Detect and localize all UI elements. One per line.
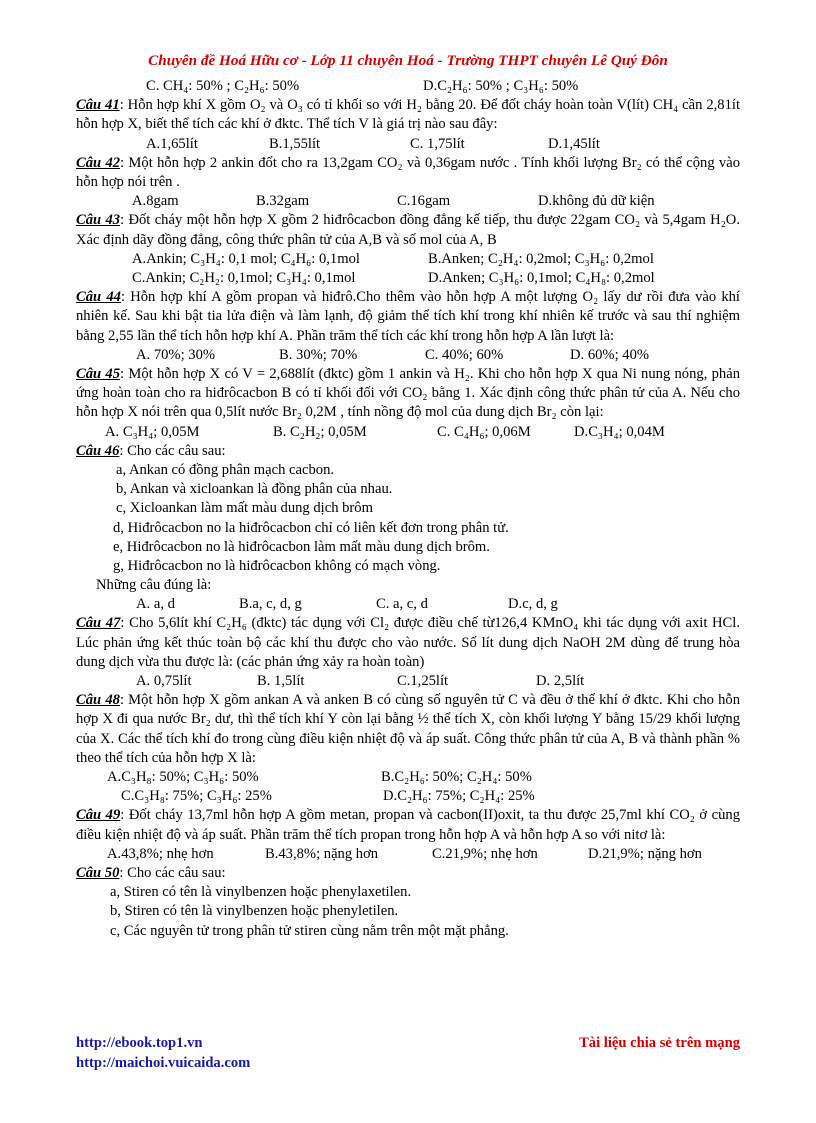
q41-options xyxy=(76,135,740,154)
option-d: D. 2,5lít xyxy=(536,673,585,690)
option-b: B.a, c, d, g xyxy=(239,596,302,613)
option-b: B.1,55lít xyxy=(269,135,321,152)
option-b: B.C₂H₆: 50%; C₂H₄: 50% xyxy=(381,769,532,786)
q47-options xyxy=(76,672,740,691)
q40-options xyxy=(76,77,740,96)
q49-options xyxy=(76,845,740,864)
option-a: A.1,65lít xyxy=(146,135,198,152)
statement-b: b, Ankan và xicloankan là đồng phân của nhau. xyxy=(116,481,393,498)
option-d: D.c, d, g xyxy=(508,596,558,613)
option-d: D.C₂H₆: 50% ; C₃H₆: 50% xyxy=(423,78,579,94)
statement-a: a, Stiren có tên là vinylbenzen hoặc phenylaxetilen. xyxy=(110,884,412,901)
q46-options xyxy=(76,595,740,614)
option-c: C.1,25lít xyxy=(397,673,449,690)
option-a: A. a, d xyxy=(136,596,175,613)
statement-e: e, Hiđrôcacbon no là hiđrôcacbon làm mất màu dung dịch brôm. xyxy=(113,538,490,555)
question-label: Câu 49 xyxy=(76,807,121,824)
q43-options-row2 xyxy=(76,269,740,288)
question-label: Câu 47 xyxy=(76,615,121,632)
question-41 xyxy=(76,96,740,134)
question-text: : Cho 5,6lít khí C₂H₆ (đktc) tác dụng với Cl₂ được điều chế từ126,4 KMnO₄ khi tác dụng với axit HCl. Lúc phản ứng kết thúc toàn bộ các khí thu được cho vào nước. Số lít dung dịch NaOH 2M dùng để trung hòa dung dịch vừa thu được là: (các phản ứng xảy ra hoàn toàn) xyxy=(76,615,740,670)
option-c: C. a, c, d xyxy=(376,596,428,613)
option-b: B. 30%; 70% xyxy=(279,346,358,363)
option-b: B. 1,5lít xyxy=(257,673,305,690)
question-label: Câu 43 xyxy=(76,212,121,229)
option-c: C.C₃H₈: 75%; C₃H₆: 25% xyxy=(121,788,272,805)
statement-g: g, Hiđrôcacbon no là hiđrôcacbon không có mạch vòng. xyxy=(113,557,441,574)
option-d: D.21,9%; nặng hơn xyxy=(588,845,702,862)
option-a: A. 0,75lít xyxy=(136,673,192,690)
question-label: Câu 48 xyxy=(76,692,120,709)
option-d: D. 60%; 40% xyxy=(570,346,650,363)
option-c: C. CH₄: 50% ; C₂H₆: 50% xyxy=(146,78,300,94)
option-a: A. 70%; 30% xyxy=(136,346,216,363)
option-d: D.không đủ dữ kiện xyxy=(538,193,655,210)
question-text: : Một hỗn hợp X gồm ankan A và anken B có cùng số nguyên tử C và đều ở thể khí ở đktc. Khi cho hỗn hợp X đi qua nước Br₂ dư, thì thể tích khí Y còn lại bằng ½ thể tích X, còn khối lượng Y bằng 15/29 khối lượng của X. Các thể tích khí đo trong cùng điều kiện nhiệt độ và áp suất. Công thức phân tử của A, B và thành phần % theo thể tích của hỗn hợp X là: xyxy=(76,692,741,766)
question-label: Câu 41 xyxy=(76,97,120,114)
statement-d: d, Hiđrôcacbon no la hiđrôcacbon chỉ có liên kết đơn trong phân tử. xyxy=(113,519,509,536)
option-d: D.1,45lít xyxy=(548,135,600,152)
footer-link-maichoi[interactable]: http://maichoi.vuicaida.com xyxy=(76,1055,251,1071)
q42-options xyxy=(76,192,740,211)
question-text: : Một hỗn hợp X có V = 2,688lít (đktc) gồm 1 ankin và H₂. Khi cho hỗn hợp X qua Ni nung nóng, phản ứng hoàn toàn cho ra hiđrôcacbon B có tỉ khối đối với CO₂ bằng 1. Xác định công thức phân tử của A. Nếu cho hỗn hợp X nói trên qua 0,5lít nước Br₂ 0,2M , tính nồng độ mol của dung dịch Br₂ còn lại: xyxy=(76,365,740,421)
question-label: Câu 44 xyxy=(76,289,121,306)
q48-options-row2 xyxy=(76,787,740,806)
statement-b: b, Stiren có tên là vinylbenzen hoặc phenyletilen. xyxy=(110,903,399,920)
option-c: C.21,9%; nhẹ hơn xyxy=(432,845,538,862)
q43-options-row1 xyxy=(76,250,740,269)
option-c: C. 40%; 60% xyxy=(425,346,504,363)
question-44 xyxy=(76,288,740,346)
q48-options-row1 xyxy=(76,768,740,787)
option-c: C.Ankin; C₂H₂: 0,1mol; C₃H₄: 0,1mol xyxy=(132,269,356,286)
q45-options xyxy=(76,423,740,442)
option-a: A. C₃H₄; 0,05M xyxy=(105,423,200,440)
question-text: : Hỗn hợp khí X gồm O₂ và O₃ có tỉ khối so với H₂ bằng 20. Để đốt cháy hoàn toàn V(lít) CH₄ cần 2,81ít hỗn hợp X, biết thể tích các khí ở đktc. Thể tích V là giá trị nào sau đây: xyxy=(76,97,741,133)
document-body xyxy=(76,77,740,941)
footer-link-ebook[interactable]: http://ebook.top1.vn xyxy=(76,1035,203,1051)
question-label: Câu 42 xyxy=(76,154,121,171)
option-a: A.Ankin; C₃H₄: 0,1 mol; C₄H₆: 0,1mol xyxy=(132,250,360,267)
question-text: : Đốt cháy 13,7ml hỗn hợp A gồm metan, propan và cacbon(II)oxit, ta thu được 25,7ml khí CO₂ ở cùng điều kiện nhiệt độ và áp suất. Phần trăm thể tích propan trong hỗn hợp A và hỗn hợp A so với nitơ là: xyxy=(76,807,740,843)
page-header-title: Chuyên đề Hoá Hữu cơ - Lớp 11 chuyên Hoá - Trường THPT chuyên Lê Quý Đôn xyxy=(148,52,668,69)
footer-note: Tài liệu chia sẻ trên mạng xyxy=(579,1035,740,1051)
option-c: C. 1,75lít xyxy=(410,135,465,152)
question-text: : Cho các câu sau: xyxy=(119,442,226,459)
question-42 xyxy=(76,154,740,192)
question-text: : Hỗn hợp khí A gồm propan và hiđrô.Cho thêm vào hỗn hợp A một lượng O₂ lấy dư rồi đưa vào khí nhiên kế. Sau khi bật tia lửa điện và làm lạnh, độ giảm thể tích khí trong khí nhiên kế trước và sau thí nghiệm bằng 2,55 lần thể tích hỗn hợp khí A. Phần trăm thể tích các khí trong hỗn hợp A lần lượt là: xyxy=(76,289,740,344)
option-a: A.C₃H₈: 50%; C₃H₆: 50% xyxy=(107,769,259,786)
option-c: C.16gam xyxy=(397,193,451,210)
option-b: B.32gam xyxy=(256,193,310,210)
question-label: Câu 46 xyxy=(76,442,120,459)
option-a: A.43,8%; nhẹ hơn xyxy=(107,845,214,862)
question-text: : Cho các câu sau: xyxy=(119,865,226,882)
option-b: B.43,8%; nặng hơn xyxy=(265,845,379,862)
option-a: A.8gam xyxy=(132,193,179,210)
question-46 xyxy=(76,442,740,461)
question-50 xyxy=(76,864,740,883)
option-b: B. C₂H₂; 0,05M xyxy=(273,423,367,440)
q44-options xyxy=(76,346,740,365)
question-48 xyxy=(76,691,740,768)
statement-c: c, Các nguyên tử trong phân tử stiren cùng nằm trên một mặt phẳng. xyxy=(110,922,509,939)
option-d: D.C₂H₆: 75%; C₂H₄: 25% xyxy=(383,788,535,805)
question-47 xyxy=(76,614,740,672)
option-b: B.Anken; C₂H₄: 0,2mol; C₃H₆: 0,2mol xyxy=(428,250,654,267)
question-43 xyxy=(76,211,740,249)
option-c: C. C₄H₆; 0,06M xyxy=(437,423,531,440)
question-49 xyxy=(76,806,740,844)
statement-c: c, Xicloankan làm mất màu dung dịch brôm xyxy=(116,500,373,517)
option-d: D.Anken; C₃H₆: 0,1mol; C₄H₈: 0,2mol xyxy=(428,269,655,286)
footer-row-2 xyxy=(76,1054,740,1073)
question-text: : Một hỗn hợp 2 ankin đốt cho ra 13,2gam CO₂ và 0,36gam nước . Tính khối lượng Br₂ có thể cộng vào hỗn hợp nói trên . xyxy=(76,154,741,190)
option-d: D.C₃H₄; 0,04M xyxy=(574,423,665,440)
question-label: Câu 45 xyxy=(76,365,121,382)
question-label: Câu 50 xyxy=(76,865,120,882)
footer-row-1 xyxy=(76,1034,740,1053)
question-text: : Đốt cháy một hỗn hợp X gồm 2 hiđrôcacbon đồng đẳng kế tiếp, thu được 22gam CO₂ và 5,4gam H₂O. Xác định dãy đồng đẳng, công thức phân tử của A,B và số mol của A, B xyxy=(76,212,740,248)
question-45 xyxy=(76,365,740,423)
question-prompt: Những câu đúng là: xyxy=(96,577,212,594)
statement-a: a, Ankan có đồng phân mạch cacbon. xyxy=(116,461,335,478)
